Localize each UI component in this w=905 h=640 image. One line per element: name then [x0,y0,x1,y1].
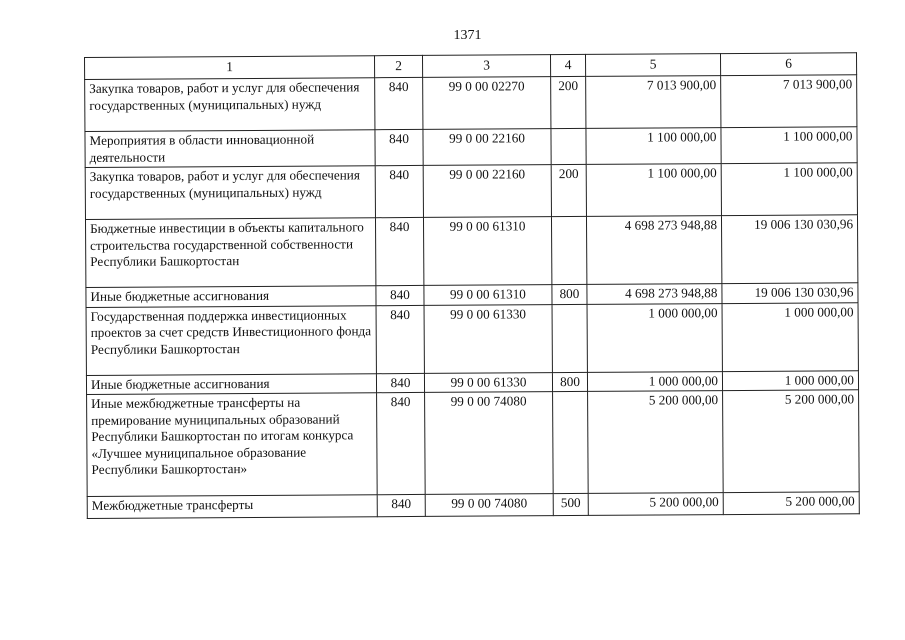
header-cell: 1 [85,56,375,80]
target-code-cell: 99 0 00 61310 [423,217,551,286]
expense-type-cell [551,128,586,164]
target-code-cell: 99 0 00 61310 [424,285,552,305]
amount-cell: 1 100 000,00 [586,164,721,217]
expense-type-cell: 500 [553,493,588,515]
header-cell: 4 [550,54,585,76]
table-row [85,75,857,132]
target-code-cell: 99 0 00 74080 [425,494,553,517]
item-name-cell: Закупка товаров, работ и услуг для обеспечения государственных (муниципальных) нужд [85,166,375,220]
header-cell: 6 [720,53,856,76]
table-row [87,492,859,519]
ministry-code-cell: 840 [376,305,424,373]
table-row [85,163,857,220]
expense-type-cell [553,391,589,493]
item-name-cell: Иные бюджетные ассигнования [86,373,376,394]
page-number: 1371 [453,28,482,43]
target-code-cell: 99 0 00 22160 [423,129,551,166]
header-cell: 5 [585,54,720,77]
ministry-code-cell: 840 [375,129,423,165]
item-name-cell: Государственная поддержка инвестиционных проектов за счет средств Инвестиционного фонда Республики Башкортостан [86,305,376,375]
item-name-cell: Закупка товаров, работ и услуг для обеспечения государственных (муниципальных) нужд [85,78,375,132]
amount-cell: 1 100 000,00 [586,128,721,165]
expense-type-cell: 800 [552,284,587,304]
amount-cell: 7 013 900,00 [721,75,857,128]
target-code-cell: 99 0 00 02270 [423,77,551,130]
target-code-cell: 99 0 00 61330 [424,304,552,373]
amount-cell: 1 000 000,00 [587,303,722,372]
amount-cell: 5 200 000,00 [588,493,723,516]
expense-type-cell [552,304,587,372]
expense-type-cell: 200 [551,164,586,216]
document-page [84,52,860,519]
item-name-cell: Мероприятия в области инновационной деятельности [85,130,375,168]
item-name-cell: Межбюджетные трансферты [87,495,377,519]
item-name-cell: Иные межбюджетные трансферты на премирование муниципальных образований Республики Башкортостан по итогам конкурса «Лучшее муниципальное образование Республики Башкортостан» [87,393,378,497]
item-name-cell: Иные бюджетные ассигнования [86,286,376,307]
target-code-cell: 99 0 00 74080 [425,392,554,495]
ministry-code-cell: 840 [377,392,426,494]
amount-cell: 5 200 000,00 [723,492,859,515]
amount-cell: 19 006 130 030,96 [722,283,858,303]
table-row [85,127,857,168]
amount-cell: 5 200 000,00 [723,390,860,493]
ministry-code-cell: 840 [375,77,423,129]
header-cell: 2 [374,55,422,77]
amount-cell: 7 013 900,00 [586,76,721,129]
ministry-code-cell: 840 [375,165,423,217]
table-row [85,215,857,288]
item-name-cell: Бюджетные инвестиции в объекты капитального строительства государственной собственности Республики Башкортостан [85,218,375,288]
amount-cell: 19 006 130 030,96 [721,215,857,284]
header-cell: 3 [422,55,550,78]
target-code-cell: 99 0 00 61330 [424,372,552,392]
amount-cell: 1 000 000,00 [587,371,722,391]
table-row [87,390,860,497]
expense-type-cell [551,216,586,284]
ministry-code-cell: 840 [377,494,425,516]
amount-cell: 4 698 273 948,88 [586,216,721,285]
ministry-code-cell: 840 [376,373,424,393]
amount-cell: 1 000 000,00 [722,370,858,390]
table-row [86,302,858,375]
expense-type-cell: 200 [551,76,586,128]
amount-cell: 5 200 000,00 [588,391,724,494]
amount-cell: 1 100 000,00 [721,127,857,164]
amount-cell: 4 698 273 948,88 [587,284,722,304]
budget-table [84,52,860,519]
amount-cell: 1 000 000,00 [722,302,858,371]
ministry-code-cell: 840 [376,285,424,305]
target-code-cell: 99 0 00 22160 [423,165,551,218]
ministry-code-cell: 840 [375,217,423,285]
amount-cell: 1 100 000,00 [721,163,857,216]
expense-type-cell: 800 [552,372,587,392]
